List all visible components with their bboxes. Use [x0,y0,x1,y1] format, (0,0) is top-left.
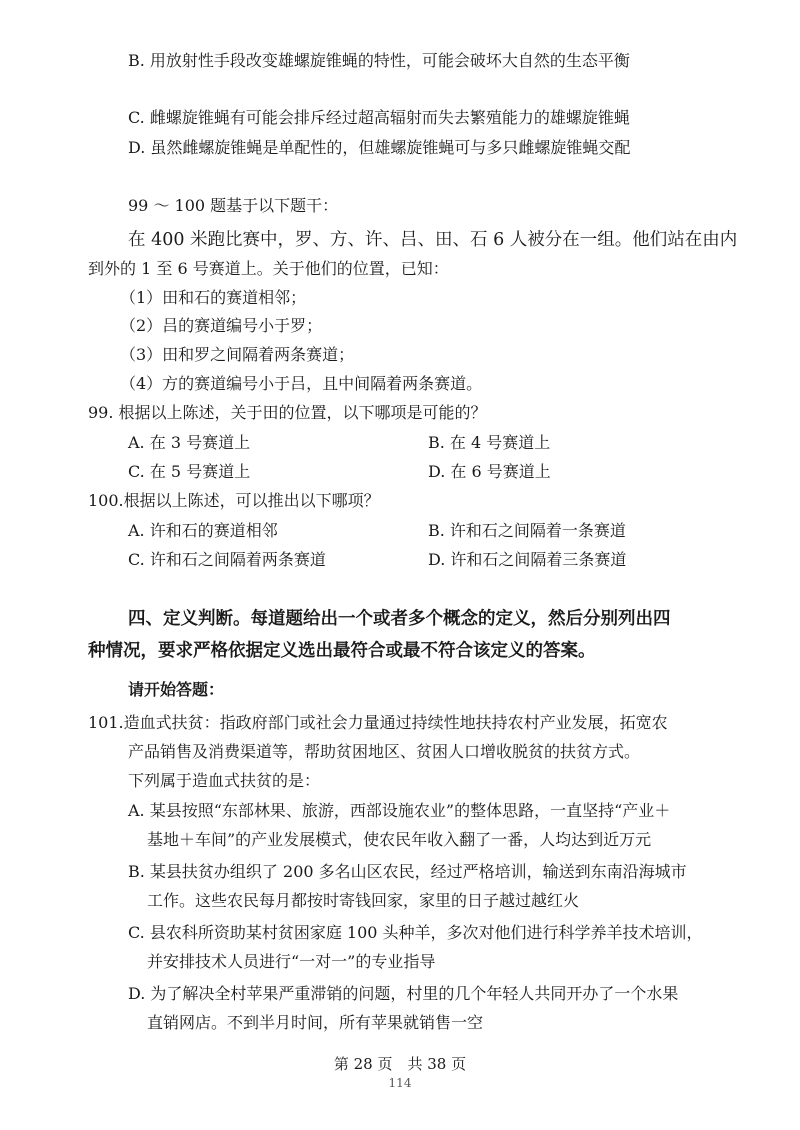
q101-option-a-line-1: A. 某县按照“东部林果、旅游，西部设施农业”的整体思路，一直坚持“产业＋ [128,801,671,820]
stem-condition-3: （3）田和罗之间隔着两条赛道； [120,345,355,364]
q98-option-d: D. 虽然雌螺旋锥蝇是单配性的，但雄螺旋锥蝇可与多只雌螺旋锥蝇交配 [128,138,631,157]
stem-heading: 99 ～ 100 题基于以下题干： [128,196,339,215]
q98-option-b: B. 用放射性手段改变雄螺旋锥蝇的特性，可能会破坏大自然的生态平衡 [128,51,630,70]
q101-definition-1: 101.造血式扶贫：指政府部门或社会力量通过持续性地扶持农村产业发展，拓宽农 [88,713,668,732]
q101-option-d-line-2: 直销网店。不到半月时间，所有苹果就销售一空 [147,1013,484,1032]
q101-option-d-line-1: D. 为了解决全村苹果严重滞销的问题，村里的几个年轻人共同开办了一个水果 [128,984,679,1003]
q101-option-b-line-2: 工作。这些农民每月都按时寄钱回家，家里的日子越过越红火 [147,891,580,910]
q98-option-c: C. 雌螺旋锥蝇有可能会排斥经过超高辐射而失去繁殖能力的雄螺旋锥蝇 [128,108,630,127]
section4-title-line-2: 种情况，要求严格依据定义选出最符合或最不符合该定义的答案。 [88,641,596,661]
stem-condition-4: （4）方的赛道编号小于吕，且中间隔着两条赛道。 [120,374,483,393]
q100-option-a: A. 许和石的赛道相邻 [128,521,278,540]
q99-question: 99. 根据以上陈述，关于田的位置，以下哪项是可能的？ [88,403,487,422]
q100-option-b: B. 许和石之间隔着一条赛道 [428,521,626,540]
page-footer-label: 第 28 页 共 38 页 [333,1055,467,1073]
q99-option-a: A. 在 3 号赛道上 [128,433,251,452]
q100-option-c: C. 许和石之间隔着两条赛道 [128,550,326,569]
page-number: 114 [388,1076,412,1090]
q99-option-b: B. 在 4 号赛道上 [428,433,551,452]
q101-option-a-line-2: 基地＋车间”的产业发展模式，使农民年收入翻了一番，人均达到近万元 [147,830,652,849]
q99-option-d: D. 在 6 号赛道上 [428,462,551,481]
stem-condition-1: （1）田和石的赛道相邻； [120,288,307,307]
q101-definition-2: 产品销售及消费渠道等，帮助贫困地区、贫困人口增收脱贫的扶贫方式。 [128,742,641,761]
q101-option-c-line-2: 并安排技术人员进行“一对一”的专业指导 [147,952,436,971]
q100-option-d: D. 许和石之间隔着三条赛道 [428,550,627,569]
q101-option-c-line-1: C. 县农科所资助某村贫困家庭 100 头种羊，多次对他们进行科学养羊技术培训， [128,923,703,942]
section4-start-prompt: 请开始答题： [128,680,225,699]
q101-prompt: 下列属于造血式扶贫的是： [128,771,321,790]
q100-question: 100.根据以上陈述，可以推出以下哪项？ [88,491,380,510]
stem-text-1: 在 400 米跑比赛中，罗、方、许、吕、田、石 6 人被分在一组。他们站在由内 [128,230,738,250]
stem-text-2: 到外的 1 至 6 号赛道上。关于他们的位置，已知： [88,259,449,278]
stem-condition-2: （2）吕的赛道编号小于罗； [120,316,323,335]
q101-option-b-line-1: B. 某县扶贫办组织了 200 多名山区农民，经过严格培训，输送到东南沿海城市 [128,862,687,881]
q99-option-c: C. 在 5 号赛道上 [128,462,251,481]
section4-title-line-1: 四、定义判断。每道题给出一个或者多个概念的定义，然后分别列出四 [128,609,671,629]
